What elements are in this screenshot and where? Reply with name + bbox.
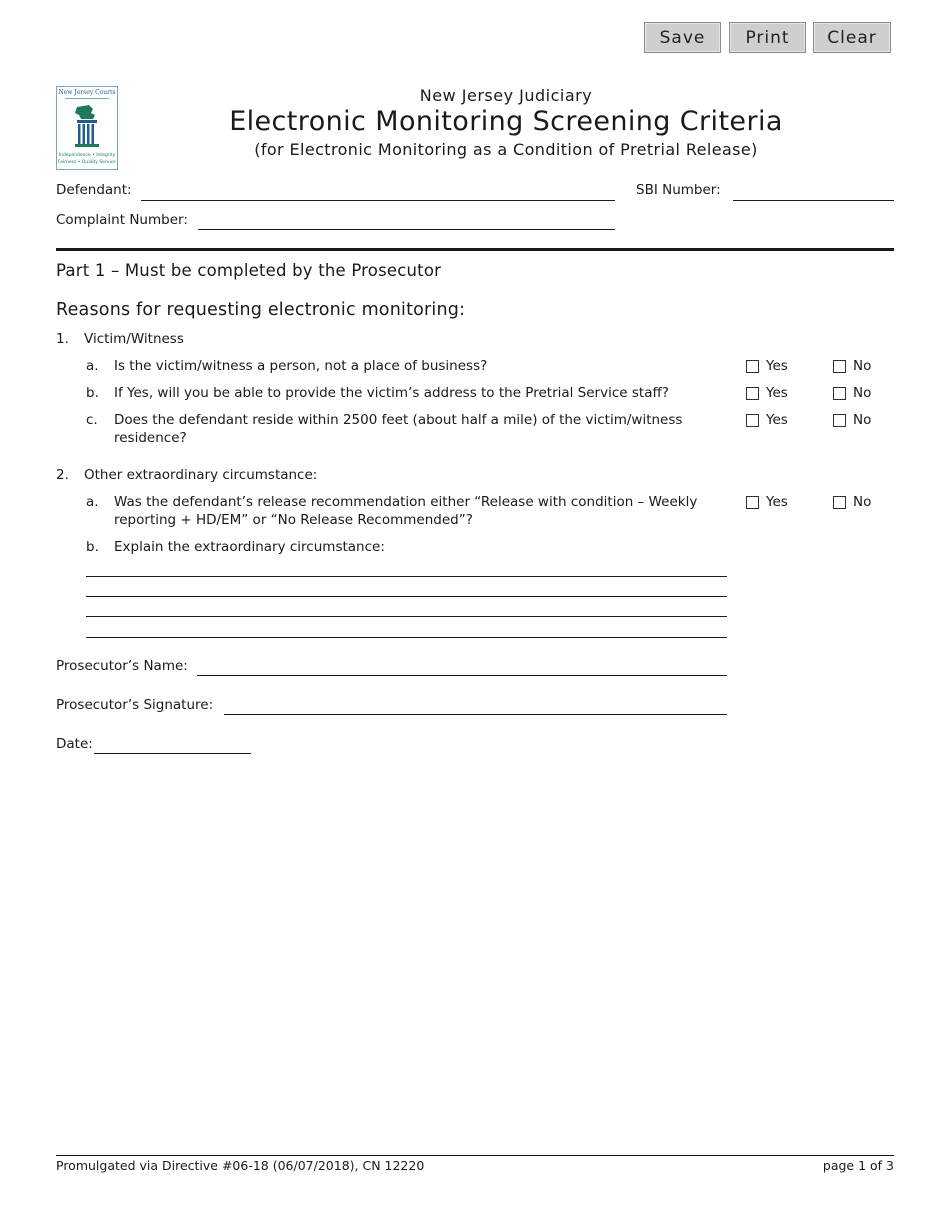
q2b-text: Explain the extraordinary circumstance: <box>114 539 385 555</box>
q1c-no-label: No <box>853 412 872 428</box>
q1b-yes-checkbox[interactable] <box>746 387 759 400</box>
nj-courts-logo <box>56 86 118 170</box>
section2-title: Other extraordinary circumstance: <box>84 467 318 483</box>
save-button[interactable]: Save <box>644 22 721 53</box>
q2a-no-label: No <box>853 494 872 510</box>
q2a-no-checkbox[interactable] <box>833 496 846 509</box>
section1-title: Victim/Witness <box>84 331 184 347</box>
q1b-yes-label: Yes <box>766 385 788 401</box>
prosecutor-signature-label: Prosecutor’s Signature: <box>56 697 214 713</box>
q2b-letter: b. <box>86 539 99 555</box>
q1c-no-checkbox[interactable] <box>833 414 846 427</box>
form-subtitle: (for Electronic Monitoring as a Condition of Pretrial Release) <box>254 140 758 159</box>
explanation-line-1[interactable] <box>86 576 727 577</box>
logo-text-top: New Jersey Courts <box>58 89 116 96</box>
logo-text-bottom-2: Fairness • Quality Service <box>58 160 116 165</box>
q1a-yes-checkbox[interactable] <box>746 360 759 373</box>
explanation-line-2[interactable] <box>86 596 727 597</box>
q1a-letter: a. <box>86 358 99 374</box>
q1b-no-checkbox[interactable] <box>833 387 846 400</box>
q1a-text: Is the victim/witness a person, not a place of business? <box>114 358 488 374</box>
print-button[interactable]: Print <box>729 22 806 53</box>
q1c-yes-checkbox[interactable] <box>746 414 759 427</box>
q1c-text-line1: Does the defendant reside within 2500 feet (about half a mile) of the victim/witness <box>114 412 683 428</box>
explanation-line-3[interactable] <box>86 616 727 617</box>
q1b-text: If Yes, will you be able to provide the victim’s address to the Pretrial Service staff? <box>114 385 669 401</box>
date-field[interactable] <box>94 753 251 754</box>
complaint-number-field[interactable] <box>198 229 615 230</box>
courthouse-emblem-icon <box>71 103 103 151</box>
q1c-letter: c. <box>86 412 98 428</box>
org-name: New Jersey Judiciary <box>419 86 593 105</box>
defendant-field[interactable] <box>141 200 615 201</box>
q2a-text-line1: Was the defendant’s release recommendation either “Release with condition – Weekly <box>114 494 698 510</box>
defendant-label: Defendant: <box>56 182 132 198</box>
q1b-letter: b. <box>86 385 99 401</box>
q1a-no-label: No <box>853 358 872 374</box>
reasons-heading: Reasons for requesting electronic monitoring: <box>56 300 466 320</box>
complaint-number-label: Complaint Number: <box>56 212 188 228</box>
sbi-number-label: SBI Number: <box>636 182 721 198</box>
q2a-text-line2: reporting + HD/EM” or “No Release Recommended”? <box>114 512 473 528</box>
q1b-no-label: No <box>853 385 872 401</box>
prosecutor-signature-field[interactable] <box>224 714 727 715</box>
form-title: Electronic Monitoring Screening Criteria <box>229 106 783 137</box>
q1a-no-checkbox[interactable] <box>833 360 846 373</box>
q1c-yes-label: Yes <box>766 412 788 428</box>
q1a-yes-label: Yes <box>766 358 788 374</box>
logo-text-bottom-1: Independence • Integrity <box>58 153 116 158</box>
prosecutor-name-field[interactable] <box>197 675 727 676</box>
explanation-line-4[interactable] <box>86 637 727 638</box>
q1c-text-line2: residence? <box>114 430 187 446</box>
q2a-letter: a. <box>86 494 99 510</box>
footer-directive: Promulgated via Directive #06-18 (06/07/2018), CN 12220 <box>56 1158 425 1173</box>
section2-number: 2. <box>56 467 69 483</box>
footer-rule <box>56 1155 894 1156</box>
q2a-yes-label: Yes <box>766 494 788 510</box>
q2a-yes-checkbox[interactable] <box>746 496 759 509</box>
sbi-number-field[interactable] <box>733 200 894 201</box>
page-number: page 1 of 3 <box>822 1158 894 1173</box>
section1-number: 1. <box>56 331 69 347</box>
section-divider <box>56 248 894 251</box>
clear-button[interactable]: Clear <box>813 22 891 53</box>
part1-heading: Part 1 – Must be completed by the Prosecutor <box>56 261 442 280</box>
date-label: Date: <box>56 736 93 752</box>
prosecutor-name-label: Prosecutor’s Name: <box>56 658 188 674</box>
